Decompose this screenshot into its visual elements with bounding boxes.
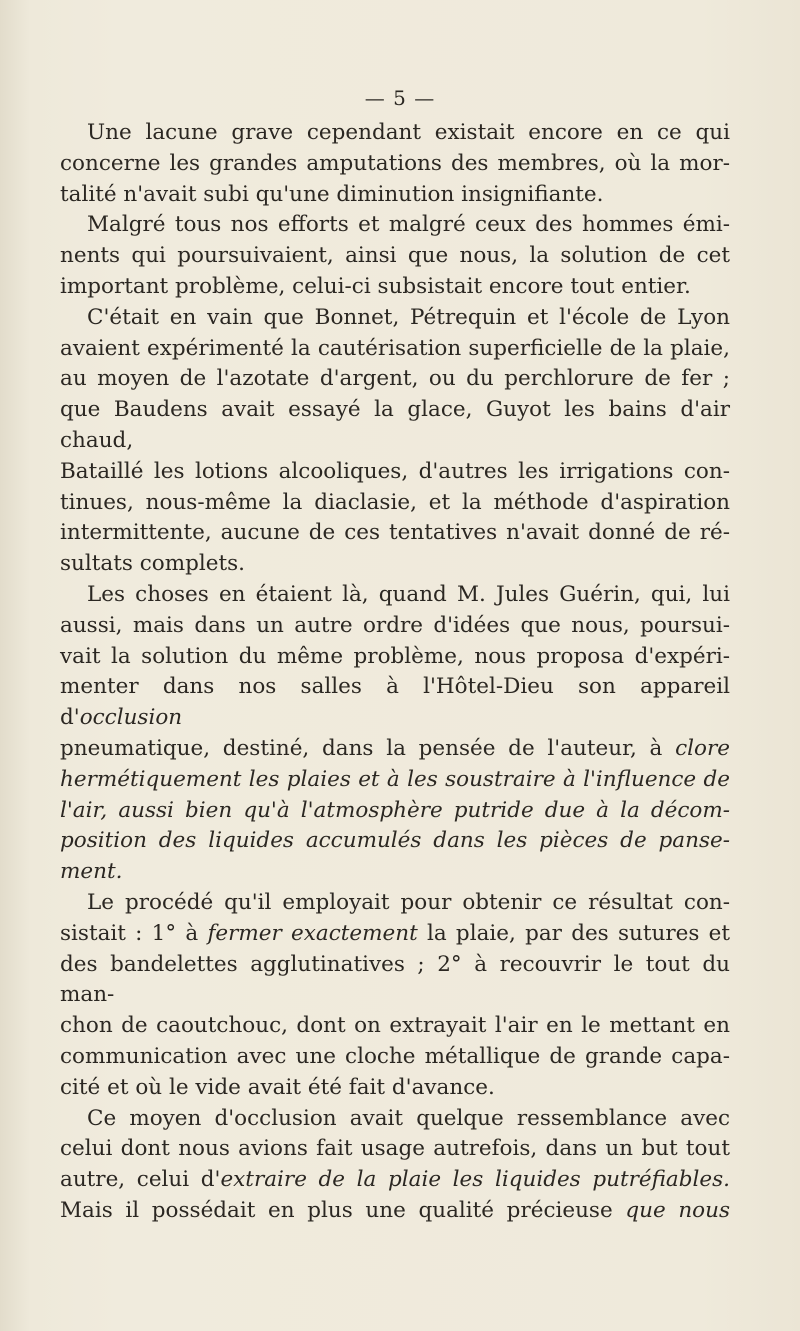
text-line: pneumatique, destiné, dans la pensée de l'auteur, à clore: [60, 735, 730, 761]
text-line: chon de caoutchouc, dont on extrayait l'air en le mettant en: [60, 1013, 730, 1039]
text-line: C'était en vain que Bonnet, Pétrequin et l'école de Lyon: [87, 304, 730, 330]
text-line: Le procédé qu'il employait pour obtenir ce résultat con-: [87, 889, 730, 915]
text-line: Une lacune grave cependant existait encore en ce qui: [87, 120, 730, 145]
text-line: Mais il possédait en plus une qualité précieuse que nous: [60, 1197, 730, 1223]
text-line: celui dont nous avions fait usage autrefois, dans un but tout: [60, 1136, 730, 1162]
text-line: cité et où le vide avait été fait d'avance.: [60, 1074, 495, 1100]
text-line: Bataillé les lotions alcooliques, d'autres les irrigations con-: [60, 458, 730, 484]
text-line: communication avec une cloche métallique de grande capa-: [60, 1043, 730, 1069]
text-line: Malgré tous nos efforts et malgré ceux des hommes émi-: [87, 212, 730, 238]
text-line: l'air, aussi bien qu'à l'atmosphère putride due à la décom-: [60, 797, 730, 823]
text-line: autre, celui d'extraire de la plaie les liquides putréfiables.: [60, 1167, 730, 1193]
text-line: tinues, nous-même la diaclasie, et la méthode d'aspiration: [60, 489, 730, 515]
text-line: Les choses en étaient là, quand M. Jules Guérin, qui, lui: [87, 581, 730, 607]
text-line: sistait : 1° à fermer exactement la plaie, par des sutures et: [60, 920, 730, 946]
text-line: avaient expérimenté la cautérisation superficielle de la plaie,: [60, 335, 730, 361]
text-line: ment.: [60, 859, 123, 885]
text-line: concerne les grandes amputations des membres, où la mor-: [60, 150, 730, 176]
text-line: Ce moyen d'occlusion avait quelque ressemblance avec: [87, 1105, 730, 1131]
page-number: — 5 —: [364, 86, 436, 110]
text-line: talité n'avait subi qu'une diminution insignifiante.: [60, 181, 604, 207]
text-line: menter dans nos salles à l'Hôtel-Dieu son appareil d'occlusion: [60, 674, 730, 731]
text-line: position des liquides accumulés dans les pièces de panse-: [60, 828, 730, 854]
text-line: au moyen de l'azotate d'argent, ou du perchlorure de fer ;: [60, 366, 730, 392]
text-line: que Baudens avait essayé la glace, Guyot les bains d'air chaud,: [60, 397, 730, 453]
text-line: nents qui poursuivaient, ainsi que nous, la solution de cet: [60, 243, 730, 269]
text-line: aussi, mais dans un autre ordre d'idées que nous, poursui-: [60, 612, 730, 638]
text-line: important problème, celui-ci subsistait encore tout entier.: [60, 273, 691, 299]
text-line: des bandelettes agglutinatives ; 2° à recouvrir le tout du man-: [60, 951, 730, 1008]
text-line: vait la solution du même problème, nous proposa d'expéri-: [60, 643, 730, 669]
text-line: intermittente, aucune de ces tentatives n'avait donné de ré-: [60, 520, 730, 546]
body-text: [60, 118, 730, 1227]
text-line: sultats complets.: [60, 551, 245, 577]
text-line: hermétiquement les plaies et à les soustraire à l'influence de: [60, 766, 730, 792]
